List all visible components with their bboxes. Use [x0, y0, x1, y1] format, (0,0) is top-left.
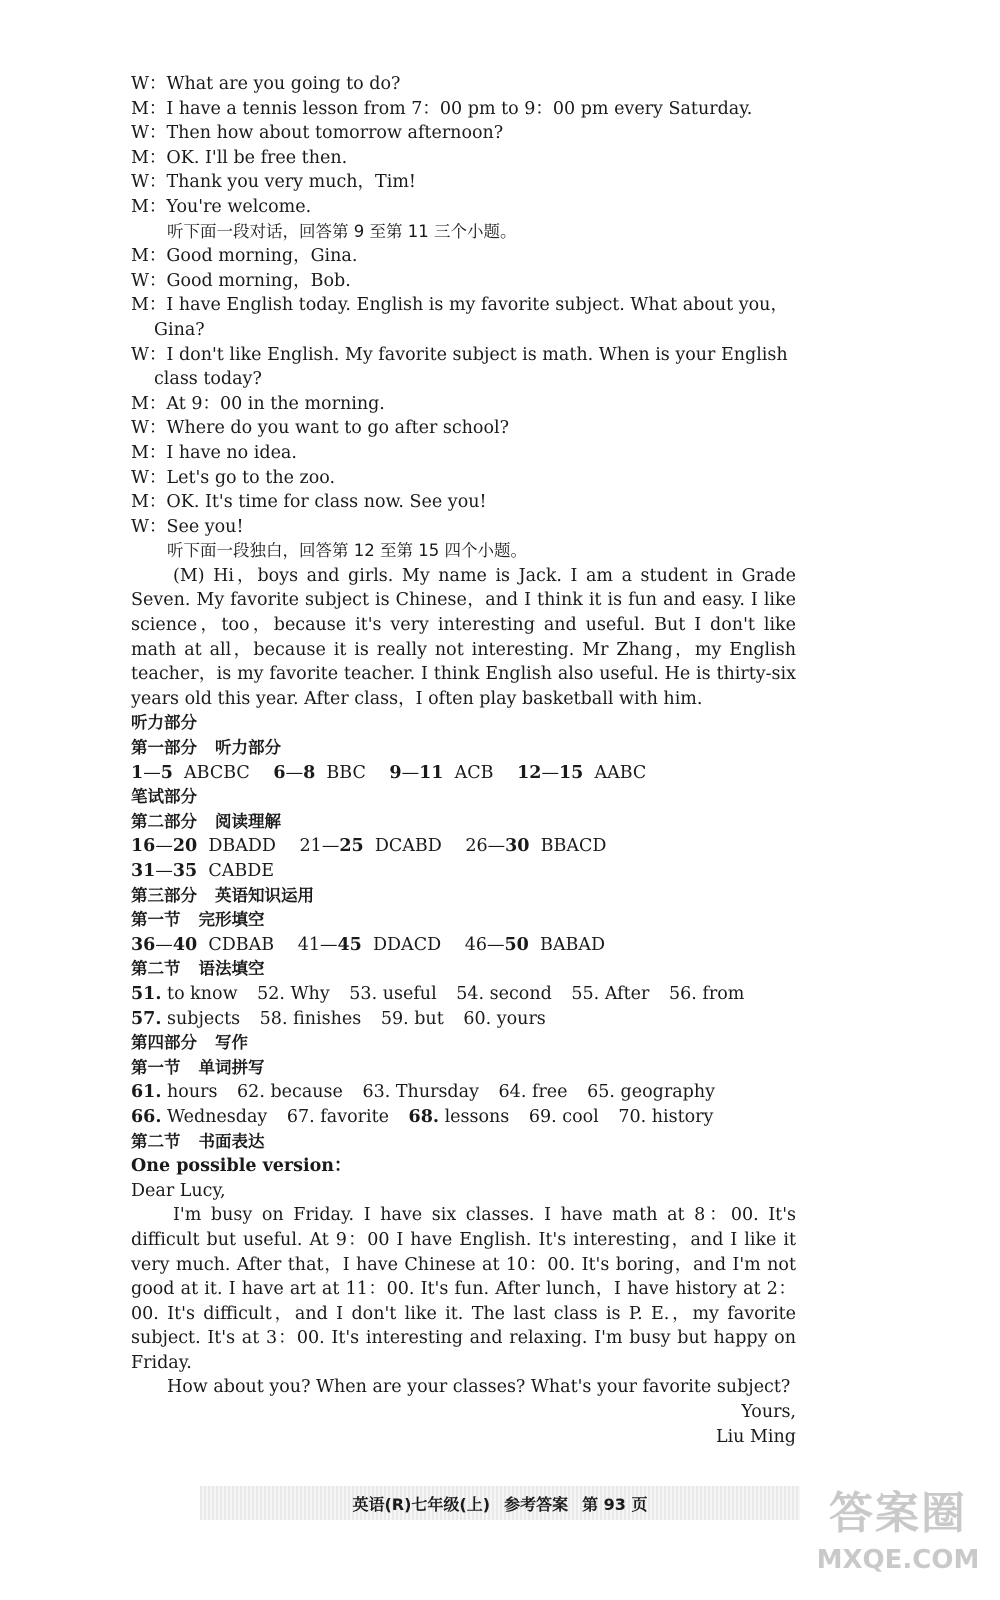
instruction-12-15: 听下面一段独白，回答第 12 至第 15 四个小题。: [167, 541, 527, 561]
letter-question: How about you? When are your classes? What's your favorite subject?: [167, 1377, 791, 1398]
answer-item: 53. useful: [349, 983, 437, 1004]
possible-version-label: One possible version：: [131, 1156, 352, 1177]
answer-item: 65. geography: [587, 1082, 715, 1103]
reading-answers-2: [131, 859, 796, 884]
dialogue-line: M：You're welcome.: [131, 196, 312, 217]
answer-page: [131, 72, 796, 1449]
answer-item: 59. but: [380, 1008, 444, 1029]
answer-item: 63. Thursday: [362, 1082, 479, 1103]
written-heading: 笔试部分: [131, 787, 197, 807]
part3-heading: [131, 884, 796, 909]
answer-group: 41—45 DDACD: [297, 934, 442, 955]
part-label: 第一部分: [131, 738, 197, 758]
answer-group: 46—50 BABAD: [464, 934, 606, 955]
dialogue-line: W：I don't like English. My favorite subject is math. When is your English class today?: [131, 344, 788, 390]
dialogue-2: [131, 244, 796, 539]
listening-answers: [131, 761, 796, 786]
part2-heading: [131, 810, 796, 835]
section-title: 书面表达: [198, 1131, 265, 1151]
monologue-paragraph: (M) Hi，boys and girls. My name is Jack. I am a student in Grade Seven. My favorite subject is Chinese，and I think it is fun and easy. I like science，too，because it's very interesting and useful. But I don't like math at all，because it is really not interesting. Mr Zhang，my English teacher，is my favorite teacher. I think English also useful. He is thirty-six years old this year. After class，I often play basketball with him.: [131, 565, 796, 709]
footer-page-number: 第 93 页: [582, 1494, 648, 1514]
answer-item: 60. yours: [463, 1008, 546, 1029]
dialogue-1: [131, 72, 796, 220]
answer-item: 56. from: [668, 983, 745, 1004]
answer-item: 61. hours: [131, 1082, 218, 1103]
dialogue-line: W：Then how about tomorrow afternoon?: [131, 123, 504, 144]
cloze-answers: [131, 933, 796, 958]
spelling-heading: [131, 1056, 796, 1081]
answer-item: 55. After: [571, 983, 650, 1004]
footer-subject: 英语(R)七年级(上): [352, 1494, 491, 1514]
answer-item: 62. because: [237, 1082, 343, 1103]
answer-item: 54. second: [456, 983, 552, 1004]
footer-type: 参考答案: [504, 1494, 569, 1514]
part-title: 听力部分: [215, 738, 281, 758]
dialogue-line: M：I have a tennis lesson from 7：00 pm to 9：00 pm every Saturday.: [131, 98, 753, 119]
answer-group: 16—20 DBADD: [131, 836, 276, 857]
letter-closing: Yours,: [741, 1402, 796, 1423]
section-title: 语法填空: [198, 959, 265, 979]
grammar-answers-row-1: [131, 982, 796, 1007]
section-title: 完形填空: [198, 910, 265, 930]
watermark-site: MXQE.COM: [816, 1545, 980, 1575]
instruction-9-11: 听下面一段对话，回答第 9 至第 11 三个小题。: [167, 221, 517, 241]
writing-heading: [131, 1130, 796, 1155]
answer-group: 31—35 CABDE: [131, 861, 275, 881]
answer-item: 57. subjects: [131, 1008, 241, 1029]
part-title: 英语知识运用: [215, 885, 314, 905]
reading-answers: [131, 834, 796, 859]
dialogue-line: M：At 9：00 in the morning.: [131, 393, 385, 414]
part1-heading: [131, 736, 796, 761]
grammar-answers-row-2: [131, 1007, 796, 1032]
part4-heading: [131, 1031, 796, 1056]
answer-item: 70. history: [618, 1106, 714, 1127]
answer-item: 58. finishes: [259, 1008, 362, 1029]
answer-item: 64. free: [498, 1082, 568, 1103]
dialogue-line: W：See you!: [131, 516, 244, 537]
answer-item: 67. favorite: [286, 1106, 389, 1127]
dialogue-line: W：Good morning，Bob.: [131, 270, 351, 291]
answer-group: 12—15 AABC: [517, 762, 647, 783]
section-label: 第二节: [131, 1131, 181, 1151]
answer-group: 26—30 BBACD: [465, 836, 607, 857]
watermark: [808, 1488, 988, 1592]
answer-item: 66. Wednesday: [131, 1106, 268, 1127]
answer-group: 9—11 ACB: [389, 762, 494, 783]
spelling-answers-row-1: [131, 1080, 796, 1105]
dialogue-line: W：What are you going to do?: [131, 74, 401, 94]
letter-body: I'm busy on Friday. I have six classes. I have math at 8：00. It's difficult but useful. At 9：00 I have English. It's interesting，and I like it very much. After that，I have Chinese at 10：00. It's boring，and I'm not good at it. I have art at 11：00. It's fun. After lunch，I have history at 2：00. It's difficult，and I don't like it. The last class is P. E.，my favorite subject. It's at 3：00. It's interesting and relaxing. I'm busy but happy on Friday.: [131, 1205, 796, 1373]
part-title: 写作: [215, 1033, 248, 1053]
part-label: 第四部分: [131, 1033, 197, 1053]
dialogue-line: M：OK. It's time for class now. See you!: [131, 492, 487, 513]
answer-group: 36—40 CDBAB: [131, 934, 275, 955]
section-title: 单词拼写: [198, 1057, 265, 1077]
letter-signature: Liu Ming: [715, 1426, 796, 1447]
part-label: 第二部分: [131, 811, 197, 831]
answer-group: 1—5 ABCBC: [131, 762, 250, 783]
answer-item: 69. cool: [528, 1106, 599, 1127]
dialogue-line: W：Where do you want to go after school?: [131, 418, 509, 439]
dialogue-line: M：OK. I'll be free then.: [131, 147, 348, 168]
answer-item: 51. to know: [131, 983, 238, 1004]
cloze-heading: [131, 908, 796, 933]
dialogue-line: W：Let's go to the zoo.: [131, 467, 336, 488]
grammar-heading: [131, 957, 796, 982]
part-title: 阅读理解: [215, 811, 281, 831]
answer-group: 6—8 BBC: [273, 762, 366, 783]
listening-heading: 听力部分: [131, 713, 197, 733]
watermark-logo: 答案圈: [829, 1488, 967, 1539]
answer-item: 68. lessons: [408, 1106, 510, 1127]
page-footer: [200, 1486, 800, 1520]
dialogue-line: M：I have no idea.: [131, 442, 297, 463]
letter-greeting: Dear Lucy,: [131, 1180, 226, 1201]
spelling-answers-row-2: [131, 1105, 796, 1130]
answer-item: 52. Why: [257, 983, 330, 1004]
section-label: 第二节: [131, 959, 181, 979]
dialogue-line: M：I have English today. English is my favorite subject. What about you，Gina?: [131, 295, 788, 340]
section-label: 第一节: [131, 910, 181, 930]
section-label: 第一节: [131, 1057, 181, 1077]
dialogue-line: W：Thank you very much，Tim!: [131, 172, 416, 193]
part-label: 第三部分: [131, 885, 197, 905]
dialogue-line: M：Good morning，Gina.: [131, 246, 358, 267]
answer-group: 21—25 DCABD: [299, 836, 442, 857]
